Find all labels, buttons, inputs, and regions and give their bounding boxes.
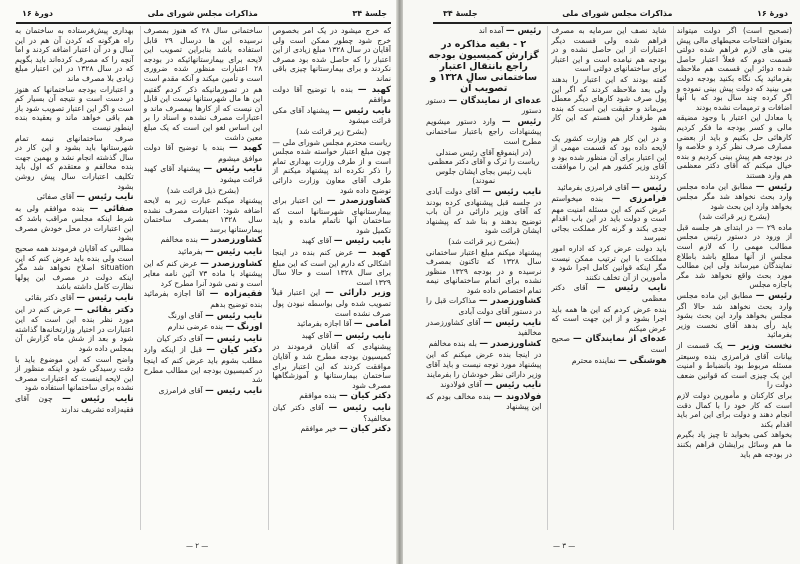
speech-text: بنده عرضی ندارم [167, 322, 224, 332]
header-rule [433, 22, 792, 24]
procedural-note: (بشرح زیر قرائت شد) [296, 126, 368, 136]
term-number: دورهٔ ۱۶ [22, 8, 53, 18]
speech-text: که خرج میشود در یک امر بخصوص خرج شود چطور ممکن است ولی آقایان در سال ۱۳۲۸ مبلغ زیادی از این اعتبار را که حاصل شده بود مصرف نکردند و برای بیمارستانها چیزی باقی نماند [272, 26, 391, 83]
speech-text: ماده ۲۹ — در ابتدای هر جلسه قبل از ورود در دستور رئیس مجلس مطالب مهمی را که لازم است مجلس از آنها مطلع باشد باطلاع نمایندگان میرساند ولی این مطالب مورد بحث واقع نخواهد شد مگر باجازه مجلس [676, 222, 792, 290]
speech-text: پیشنهاد میکنم مبلغ اعتبار ساختمانی سال ۱۳۲۸ که تاکنون بمصرف نرسیده و در بودجه ۱۳۲۹ منظور نشده برای اتمام ساختمانهای نیمه تمام اختصاص داده شود [426, 247, 542, 295]
paragraph [272, 319, 391, 330]
speech-text: بنده میخواستم عرض کنم که این مسئله امنیت مهم است و دولت باید در این باب اقدام جدی بکند و گرنه کار مملکت بجائی نمیرسد [551, 194, 667, 243]
speech-text: گفته بودند که این اعتبار را بدهند ولی بعد ملاحظه کردند که اگر این پول صرف شود کارهای دیگر معطل می‌ماند و حقیقت این است که بنده هم طرفدار این هستم که این کار بشود [551, 74, 667, 132]
paragraph [15, 293, 134, 304]
speech-text: بنده مخالف بودم که این پیشنهاد [426, 391, 542, 412]
paragraph [144, 164, 263, 184]
paragraph [15, 204, 134, 243]
procedural-note: (بشرح زیر قرائت شد) [448, 236, 520, 246]
paragraph [272, 26, 391, 84]
speaker-name: نایب رئیس — [62, 393, 134, 404]
paragraph [272, 196, 391, 235]
speaker-name: کشاورزصدر — [200, 235, 263, 246]
speaker-name: نایب رئیس — [333, 330, 391, 341]
paragraph [677, 182, 792, 212]
speech-text: و در این کار هم وزارت کشور یک لایحه داده بود که قسمت مهمی از این اعتبار برای آن منظور شده بود و آقای وزیر کشور هم این را موافقت کردند [551, 133, 667, 181]
text-column [673, 26, 792, 530]
paragraph [272, 331, 391, 342]
paragraph [15, 192, 134, 203]
paragraph [426, 96, 541, 116]
speaker-name: رئیس — [505, 26, 542, 36]
publication-title: مذاکرات مجلس شورای ملی [562, 8, 673, 18]
speaker-name: هوشنگی — [618, 355, 667, 366]
text-column [12, 26, 134, 530]
speech-text: و اعتبارات بودجه ساختمانها که هنوز در دست است و نتیجه آن بسیار کم است و اگر این اعتبار تصویب شود باز هم باقی خواهد ماند و بعقیده بنده اینطور نیست [14, 84, 134, 132]
paragraph [677, 430, 792, 459]
speech-text: آقای فرامرزی [158, 385, 203, 395]
speaker-name: رئیس — [755, 291, 792, 302]
speech-text: آقای کهبد [301, 236, 332, 246]
paragraph [272, 288, 391, 318]
paragraph [551, 356, 666, 367]
speaker-name: نایب رئیس — [328, 402, 391, 413]
speech-text: مذاکرات قبل را در دستور آقای دولت آبادی [426, 296, 542, 317]
speaker-name: امامی — [353, 319, 391, 330]
speech-text: آقا اجازه بفرمائید بنده توضیح بدهم [143, 289, 263, 310]
procedural-note: (بشرح ذیل قرائت شد) [166, 185, 240, 195]
speaker-name: دکتر بقائی — [74, 304, 134, 315]
speaker-name: نخست وزیر — [727, 341, 792, 351]
speaker-name: کشاورزصدر — [478, 296, 542, 307]
header-rule [16, 22, 391, 24]
speaker-name: دکتر کیان — [339, 424, 391, 435]
paragraph [426, 318, 541, 338]
speaker-name: نایب رئیس — [483, 317, 542, 328]
paragraph [144, 311, 263, 322]
speaker-name: رئیس — [501, 116, 542, 127]
speaker-name: نایب رئیس — [484, 380, 542, 391]
speaker-name: فولادوند — [493, 391, 542, 402]
text-column [547, 26, 666, 530]
paragraph [272, 85, 391, 105]
page-header [443, 6, 788, 20]
paragraph [677, 26, 792, 112]
text-columns [12, 26, 391, 530]
speech-text: ساختمانی سال ۲۸ که هنوز بمصرف نرسیده این ها درسال ۲۹ قابل استفاده باشد بنابراین تصویب این لایحه برای بیمارستانهائیکه در بودجه ۲۸ اعتبارات منظور شده ضروری است و تأمین میکند و آنکه مقدم است [143, 26, 263, 83]
paragraph [551, 305, 666, 334]
paragraph [144, 235, 263, 246]
text-columns [423, 26, 792, 530]
speech-text: چون آقای فقیه‌زاده تشریف ندارند [14, 393, 134, 414]
paragraph [15, 244, 134, 292]
page-number: — ۳ — [553, 542, 576, 550]
speaker-name: فقیه‌زاده — [209, 289, 263, 300]
paragraph [426, 392, 541, 412]
speaker-name: نایب رئیس — [205, 310, 263, 321]
paragraph [677, 341, 792, 390]
speech-text: آمده اند [478, 26, 504, 35]
speaker-name: نایب رئیس — [76, 293, 134, 304]
speaker-name: کهبد — [229, 143, 263, 154]
paragraph [272, 138, 391, 196]
paragraph [677, 391, 792, 429]
speaker-name: عده‌ای از نمایندگان — [572, 334, 667, 345]
speech-text: وارد دستور میشویم پیشنهادات راجع باعتبار ساختمانی مطرح است [426, 116, 542, 146]
speaker-name: کهبد — [357, 84, 391, 95]
paragraph [677, 113, 792, 180]
speech-text: بخواهد کمی بخوابد تا چیز یاد بگیرم ما هم وسائل برایشان فراهم بکنند در بودجه هم باید [676, 430, 792, 459]
speech-text: برای کارکنان و مأمورین دولت لازم است که کار خود را با کمال دقت انجام دهند و دولت برای این امر باید اقدام بکند [676, 390, 792, 429]
paragraph [551, 26, 666, 74]
speech-text: صرف ساختمانهای نیمه تمام شهرستانها باید بشود و این کار در سال گذشته انجام نشد و بهمین جهت بنده مخالفم و معتقدم که اول باید تکلیف اعتبارات سال پیش روشن بشود [14, 133, 134, 191]
speech-text: بنده عرض کردم که این ها همه باید اجرا بشود و از این جهت است که عرض میکنم [551, 304, 667, 333]
paragraph [15, 394, 134, 414]
paragraph [551, 183, 666, 194]
text-column [140, 26, 263, 530]
speech-text: واضح است که این موضوع باید با دقت رسیدگی شود و اینکه منظور از این لایحه اینست که اعتبارات مصرف نشده برای ساختمانها استفاده شود [14, 354, 134, 393]
speech-text: شاید نصف این سرمایه به مصرف فراهم شده ولی قسمت دیگر اعتبارات از این حاصل نشده و در بودجه هم نیامده است و این اعتبار برای ساختمانهای دولتی است [551, 26, 667, 74]
paragraph [677, 291, 792, 340]
paragraph [272, 391, 391, 402]
speaker-name: نایب رئیس — [332, 105, 391, 116]
paragraph [272, 106, 391, 126]
paragraph [144, 259, 263, 289]
speaker-name: دکتر کیان — [339, 391, 391, 402]
paragraph [15, 26, 134, 84]
paragraph [15, 305, 134, 354]
paragraph [144, 143, 263, 163]
paragraph [144, 26, 263, 84]
speech-text: بنده موافقم [299, 391, 337, 401]
page-header [22, 6, 387, 20]
speech-text: آقای کشاورزصدر مخالفید [426, 317, 542, 338]
speech-text: پیشنهاد آقای کهبد قرائت میشود [143, 164, 263, 184]
paragraph [551, 283, 666, 303]
paragraph [272, 342, 391, 390]
speech-text: در اینجا بنده عرض میکنم که این پیشنهاد مورد توجه نیست و باید آقای وزیر دارائی نظر خودشان را بفرمایند [426, 350, 542, 379]
speaker-name: دکتر کیان — [206, 345, 263, 356]
procedural-note: (در اینموقع آقای رئیس صندلی ریاست را ترک و آقای دکتر معظمی نایب رئیس بجای ایشان جلوس نمودند) [428, 147, 540, 186]
paragraph [144, 345, 263, 384]
speech-text: بفرمائید [177, 247, 203, 257]
paragraph [426, 248, 541, 296]
speech-text: هم در تصورمانیکه ذکر کردم گفتیم این ها مال شهرستانها نیست این قابل آن نیست که از کارها بیمصرف ماند و اعتبارات مصرف نشده و اسناد را بر این اساس لغو این است که یک مبلغ معین داشت [143, 84, 263, 142]
speaker-name: نایب رئیس — [76, 192, 134, 203]
speaker-name: نایب رئیس — [203, 164, 263, 175]
speech-text: بنده مخالفم [160, 235, 198, 245]
page-number: — ۲ — [186, 542, 209, 550]
speech-text: آقای اورنگ [167, 310, 203, 320]
speech-text: آقای فولادوند [440, 380, 482, 390]
speech-text: آقای دکتر معظمی [551, 283, 667, 304]
speaker-name: نایب رئیس — [333, 236, 391, 247]
paragraph [144, 386, 263, 397]
speech-text: یا معادل این اعتبار با وجود مضیقه مالی و کسر بودجه ما فکر کردیم کارهائی حل بکنیم و باید از بعضی مصارف صرف نظر کرد و خلاصه وا در بودجه هم پیش بینی کردیم و بنده خیال میکنم که آقای دکتر معظمی هم وارد هستند [676, 113, 792, 180]
speech-text: آقای صفائی [36, 192, 75, 202]
publication-title: مذاکرات مجلس شورای ملی [147, 8, 258, 18]
left-page [0, 0, 397, 564]
speech-text: بهداری پیش‌فرستاده به ساختمان به راه هرگونه که کردن آن هم در این سال و در آن اعتبار اضافه کردند و اما آنچه را که مصرف کرده‌اند باید بگویم که در سال ۱۳۲۸ در این اعتبار مبلغ زیادی بلا مصرف ماند [14, 26, 134, 83]
speech-text: بله بنده مخالفم [428, 338, 477, 348]
session-number: جلسهٔ ۳۴ [443, 8, 478, 18]
speech-text: آقای دولت آبادی در جلسه قبل پیشنهادی کرده بودند که آقای وزیر دارائی در آن باب توضیح بدهند و بنا شد که پیشنهاد ایشان قرائت شود [426, 186, 542, 236]
speech-text: دستور دستور [426, 95, 542, 116]
speech-text: آقا اجازه بفرمائید [296, 319, 352, 329]
speech-text: مطالبی که آقایان فرمودند همه صحیح است ولی بنده باید عرض کنم که این situation اصلاح نخواهد شد مگر اینکه دولت در مصرف این پولها نظارت کامل داشته باشد [14, 244, 134, 292]
paragraph [551, 244, 666, 282]
speech-text: (تصحیح است) اگر دولت میتواند بعنوان افتتاحات محیطهای مالی پیش بینی های لازم فراهم شده دولتی قسمت دوم که فعلاً اعتبار حاصل شده دوائر این قسمت هم ملاحظه بفرمائید یک نگاه بکنید بودجه دولت می بینید که دولت پیش بینی نموده و اگر کرده چند سال بود که با آنها اضافات و ترمیمات نشده بودند [676, 26, 792, 112]
paragraph [15, 355, 134, 393]
paragraph [426, 187, 541, 236]
paragraph [144, 85, 263, 143]
speech-text: مطابق این ماده مجلس وارد بحث نخواهد شد حالا اگر مجلس بخواهد وارد این بحث بشود باید رأی بدهد آقای نخست وزیر بفرمائید [676, 291, 792, 340]
paragraph [144, 322, 263, 333]
speaker-name: نایب رئیس — [205, 385, 263, 396]
speaker-name: نایب رئیس — [205, 247, 263, 258]
speech-text: آقای فرامرزی بفرمائید [557, 182, 629, 192]
speaker-name: وزیر دارائی — [325, 288, 391, 299]
speaker-name: نایب رئیس — [205, 333, 263, 344]
speaker-name: رئیس — [755, 181, 792, 192]
speech-text: پیشنهادی که آقایان فرمودند در کمیسیون بودجه مطرح شد و آقایان موافقت کردند که این اعتبار برای ساختمان بیمارستانها و آموزشگاهها مصرف شود [272, 342, 391, 390]
speech-text: باید دولت عرض کرد که اداره امور مملکت با این ترتیب ممکن نیست مگر اینکه قوانین کامل اجرا شود و مأمورین از آن تخلف نکنند [551, 244, 667, 282]
speech-text: آقای دکتر کیان [156, 333, 203, 343]
paragraph [144, 289, 263, 309]
speaker-name: فرامرزی — [611, 194, 667, 205]
speech-text: پیشنهاد آقای مکی قرائت میشود [272, 105, 391, 126]
speech-text: آقای دکتر کیان مخالفید؟ [272, 402, 391, 423]
paragraph [426, 350, 541, 379]
speaker-name: نایب رئیس — [596, 283, 667, 294]
speaker-name: کشاورزصدر — [327, 196, 391, 207]
speaker-name: کشاورزصدر — [479, 338, 542, 349]
speech-text: صحیح است [551, 334, 667, 354]
speech-text: آقای کهبد [301, 330, 332, 340]
paragraph [677, 223, 792, 290]
speech-text: ریاست محترم مجلس شورای ملی — چون مبلغ اعتبار خواسته شده مجلس است و از طرف وزارت بهداری تمام را ذکر نکرده اند پیشنهاد میکنم از طرف آقای معاون وزارت دارائی توضیح داده شود [272, 137, 391, 195]
speech-text: این اعتبار قبلاً تصویب شده ولی بواسطه نبودن پول صرف نشده است [272, 288, 391, 318]
paragraph [15, 134, 134, 192]
speaker-name: کشاورزصدر — [200, 258, 263, 269]
speech-text: عرض کنم بنده در اینجا اشکالی که دارم این است که این مبلغ برای سال ۱۳۲۸ است و حالا سال ۱۳۲۹ است [272, 248, 391, 287]
paragraph [426, 26, 541, 37]
text-column [423, 26, 541, 530]
paragraph [551, 75, 666, 133]
paragraph [144, 247, 263, 258]
paragraph [426, 296, 541, 316]
procedural-note: (بشرح زیر قرائت شد) [698, 212, 770, 222]
agenda-heading: ۲ - بقیه مذاکره در گزارش کمیسیون بودجه راجع بانتقال اعتبار ساختمانی سال ۱۳۲۸ و تصویب آن [428, 38, 539, 94]
paragraph [272, 424, 391, 435]
paragraph [426, 117, 541, 147]
speech-text: قبل از اینکه وارد مطلب بشوم باید عرض کنم که اینجا در کمیسیون بودجه این مطالب مطرح شد [143, 345, 263, 385]
paragraph [15, 85, 134, 133]
paragraph [272, 403, 391, 423]
paragraph [551, 194, 666, 243]
speaker-name: رئیس — [631, 182, 667, 193]
speech-text: مطابق این ماده مجلس وارد بحث نخواهد شد مگر مجلس بخواهد وارد این بحث شود [676, 181, 792, 211]
speech-text: عرض کنم در این مورد نظر بنده این است که این اعتبارات در اختیار وزارتخانه‌ها گذاشته شود و بعد از شش ماه گزارش آن بمجلس داده شود [14, 304, 134, 353]
paragraph [426, 380, 541, 391]
paragraph [144, 196, 263, 234]
speech-text: بنده موافقم ولی به شرط اینکه مجلس مراقب باشد که این اعتبارات در محل خودش مصرف بشود [14, 203, 134, 243]
speech-text: نماینده محترم [571, 355, 616, 365]
term-number: دورهٔ ۱۶ [757, 8, 788, 18]
text-column [268, 26, 391, 530]
speech-text: پیشنهاد میکنم عبارت زیر به لایحه اضافه شود: اعتبارات مصرف نشده سال ۱۳۲۸ بمصرف ساختمان بیمارستانها برسد [143, 196, 263, 234]
right-page [403, 0, 800, 564]
speech-text: بنده با توضیح آقا دولت موافق میشوم [143, 143, 263, 163]
speaker-name: کهبد — [357, 248, 391, 259]
speaker-name: نایب رئیس — [482, 186, 542, 197]
speaker-name: صفائی — [89, 203, 134, 214]
speech-text: این اعتبار برای بیمارستانهای شهرستانها است که ساختمان آنها ناتمام مانده و باید تکمیل شود [272, 196, 391, 235]
paragraph [272, 248, 391, 287]
speech-text: آقای دکتر بقائی [25, 293, 75, 303]
speech-text: یک قسمت از بیانات آقای فرامرزی بنده وسیعتر مسئله مربوط بود بانضباط و امنیت این یک چیزی است که قوانین ضعف دولت را [676, 341, 792, 390]
paragraph [426, 339, 541, 350]
speaker-name: اورنگ — [225, 322, 263, 333]
paragraph [144, 334, 263, 345]
speech-text: بنده با توضیح آقا دولت موافقم [272, 84, 391, 105]
session-number: جلسهٔ ۳۴ [352, 8, 387, 18]
paragraph [272, 236, 391, 247]
speaker-name: عده‌ای از نمایندگان — [448, 95, 542, 106]
paragraph [551, 334, 666, 354]
speech-text: خیر موافقم [300, 424, 337, 434]
paragraph [551, 134, 666, 182]
speech-text: عرض کنم که این پیشنهاد با ماده ۷۳ آئین نامه مغایر است و نمی شود آنرا مطرح کرد [143, 258, 263, 288]
